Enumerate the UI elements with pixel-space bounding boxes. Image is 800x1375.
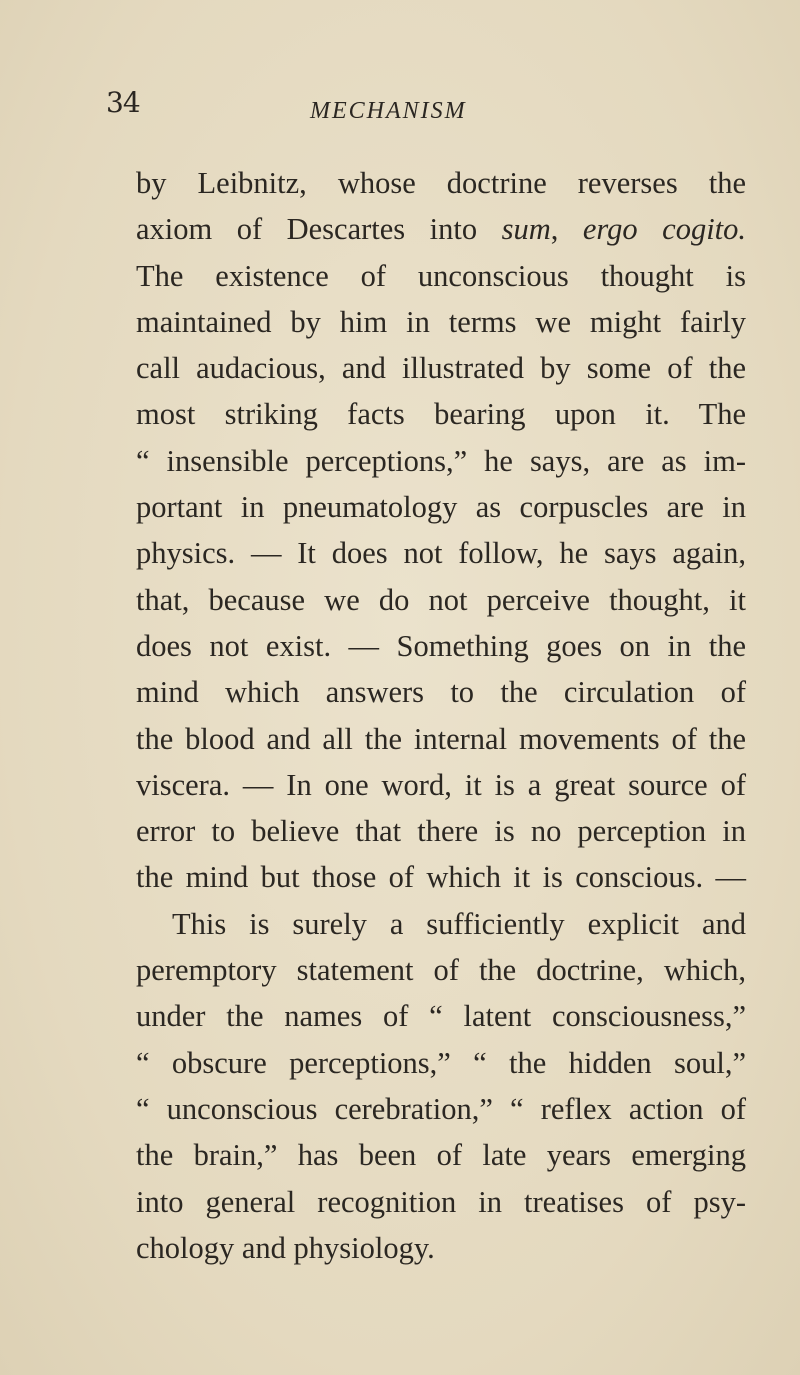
text-line-13: the blood and all the internal movements of the xyxy=(136,721,746,756)
italic-ergo-cogito: ergo cogito. xyxy=(582,212,747,247)
comma: , xyxy=(550,212,559,247)
text-line-19: under the names of “ latent consciousness,” xyxy=(136,999,746,1034)
text-line-2 xyxy=(136,206,746,252)
text-line-2-start: axiom of Descartes into xyxy=(136,212,478,247)
text-line-18: peremptory statement of the doctrine, which, xyxy=(136,953,746,988)
text-line-20: “ obscure perceptions,” “ the hidden soul,” xyxy=(136,1045,746,1080)
text-line-11: does not exist. — Something goes on in the xyxy=(136,628,746,663)
text-line-7: “ insensible perceptions,” he says, are as im- xyxy=(136,443,746,478)
text-line-10: that, because we do not perceive thought, it xyxy=(136,582,746,617)
text-line-8: portant in pneumatology as corpuscles are in xyxy=(136,490,746,525)
text-line-21: “ unconscious cerebration,” “ reflex action of xyxy=(136,1091,746,1126)
text-line-9: physics. — It does not follow, he says again, xyxy=(136,536,746,571)
text-line-12: mind which answers to the circulation of xyxy=(136,675,746,710)
running-head: MECHANISM xyxy=(310,98,467,124)
text-line-22: the brain,” has been of late years emerging xyxy=(136,1138,746,1173)
text-line-15: error to believe that there is no perception in xyxy=(136,814,746,849)
italic-sum: sum xyxy=(501,212,551,247)
text-line-6: most striking facts bearing upon it. The xyxy=(136,397,746,432)
body-text xyxy=(136,160,746,1271)
text-line-5: call audacious, and illustrated by some of the xyxy=(136,351,746,386)
text-line-3: The existence of unconscious thought is xyxy=(136,258,746,293)
text-line-17: This is surely a sufficiently explicit and xyxy=(172,906,746,941)
page-number: 34 xyxy=(106,86,140,119)
text-line-23: into general recognition in treatises of psy- xyxy=(136,1184,746,1219)
text-line-1: by Leibnitz, whose doctrine reverses the xyxy=(136,166,746,200)
text-line-14: viscera. — In one word, it is a great source of xyxy=(136,767,746,802)
text-line-24: chology and physiology. xyxy=(136,1230,435,1265)
text-line-16: the mind but those of which it is conscious. — xyxy=(136,860,746,895)
text-line-4: maintained by him in terms we might fairly xyxy=(136,304,746,339)
